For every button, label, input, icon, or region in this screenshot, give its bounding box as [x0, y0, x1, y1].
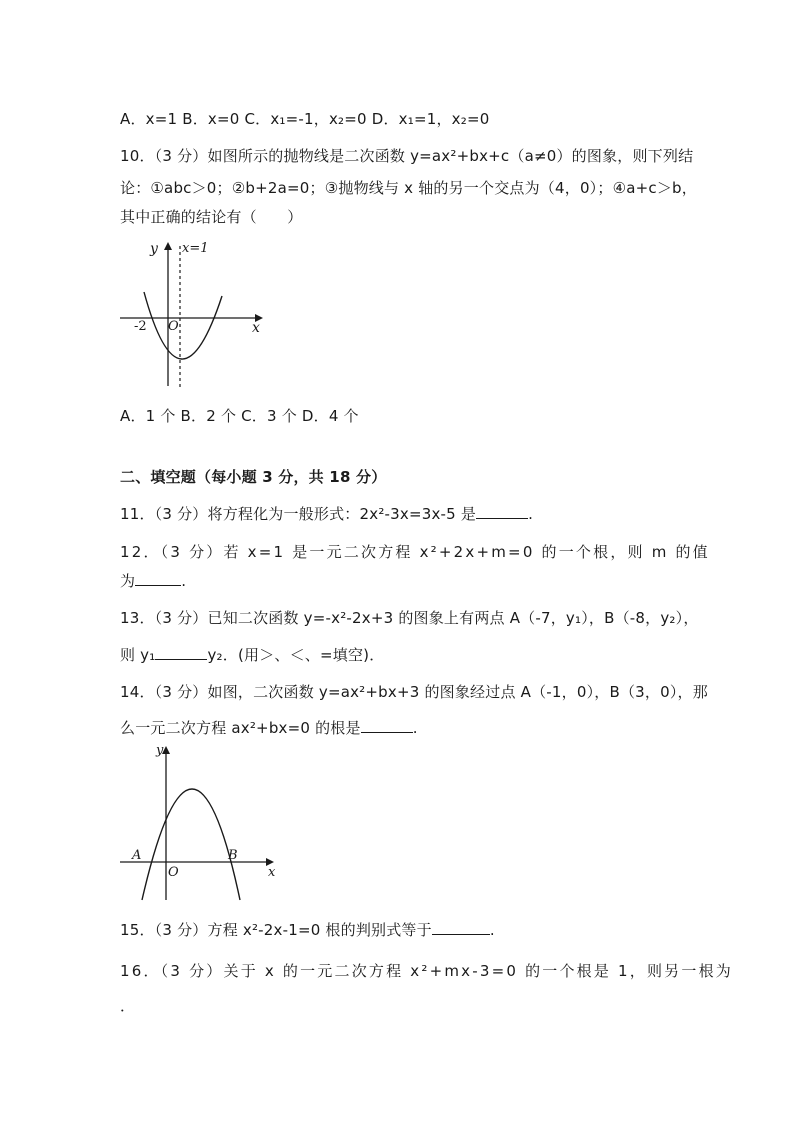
q10-origin-label: O [168, 319, 179, 334]
q12-line1: 12．（3 分）若 x=1 是一元二次方程 x²+2x+m=0 的一个根，则 m 的值 [120, 543, 710, 561]
q10-line2: 论：①abc＞0；②b+2a=0；③抛物线与 x 轴的另一个交点为（4，0）；④a+c＞b， [120, 179, 697, 197]
q11 [120, 503, 533, 524]
q10-y-label: y [150, 241, 158, 257]
q15-period: . [489, 921, 495, 939]
q14-x-label: x [268, 865, 276, 880]
q13-line2-a: 则 y₁ [120, 646, 156, 664]
q10-x-label: x [252, 320, 260, 336]
q12-period: . [181, 572, 187, 590]
q15 [120, 919, 495, 940]
q11-text: 11．（3 分）将方程化为一般形式：2x²-3x=3x-5 是 [120, 505, 477, 523]
q15-text: 15．（3 分）方程 x²-2x-1=0 根的判别式等于 [120, 921, 432, 939]
q13-line1: 13．（3 分）已知二次函数 y=-x²-2x+3 的图象上有两点 A（-7，y₁），B（-8，y₂）， [120, 609, 699, 627]
q12-line2 [120, 570, 186, 591]
q13-blank [155, 645, 207, 660]
q14-parabola-figure [118, 738, 284, 904]
q10-axis-equation: x=1 [182, 241, 209, 256]
q10-parabola-figure [118, 236, 278, 392]
q15-blank [432, 920, 490, 935]
q10-line3: 其中正确的结论有（ ） [120, 208, 303, 226]
q16-line1: 16．（3 分）关于 x 的一元二次方程 x²+mx-3=0 的一个根是 1，则另一根为 [120, 962, 733, 980]
q14-y-label: y [156, 743, 164, 758]
section2-title: 二、填空题（每小题 3 分，共 18 分） [120, 468, 387, 486]
q11-blank [476, 504, 528, 519]
q16-line2: ． [120, 997, 136, 1015]
q14-period: . [412, 719, 418, 737]
q14-point-b-label: B [228, 848, 238, 863]
q13-line2 [120, 644, 384, 665]
q14-point-a-label: A [132, 848, 142, 863]
q14-line2 [120, 717, 418, 738]
q12-line2-text: 为 [120, 572, 136, 590]
q14-origin-label: O [168, 865, 179, 880]
q11-period: . [528, 505, 534, 523]
q10-options: A．1 个 B．2 个 C．3 个 D．4 个 [120, 407, 359, 425]
q14-line2-text: 么一元二次方程 ax²+bx=0 的根是 [120, 719, 361, 737]
q14-line1: 14．（3 分）如图，二次函数 y=ax²+bx+3 的图象经过点 A（-1，0），B（3，0），那 [120, 683, 708, 701]
q9-options: A．x=1 B．x=0 C．x₁=-1，x₂=0 D．x₁=1，x₂=0 [120, 110, 490, 128]
q13-line2-b: y₂．(用＞、＜、=填空)． [207, 646, 385, 664]
q10-minus2-label: -2 [134, 319, 147, 334]
q14-blank [361, 718, 413, 733]
q10-line1: 10．（3 分）如图所示的抛物线是二次函数 y=ax²+bx+c（a≠0）的图象，则下列结 [120, 147, 694, 165]
q12-blank [135, 571, 181, 586]
